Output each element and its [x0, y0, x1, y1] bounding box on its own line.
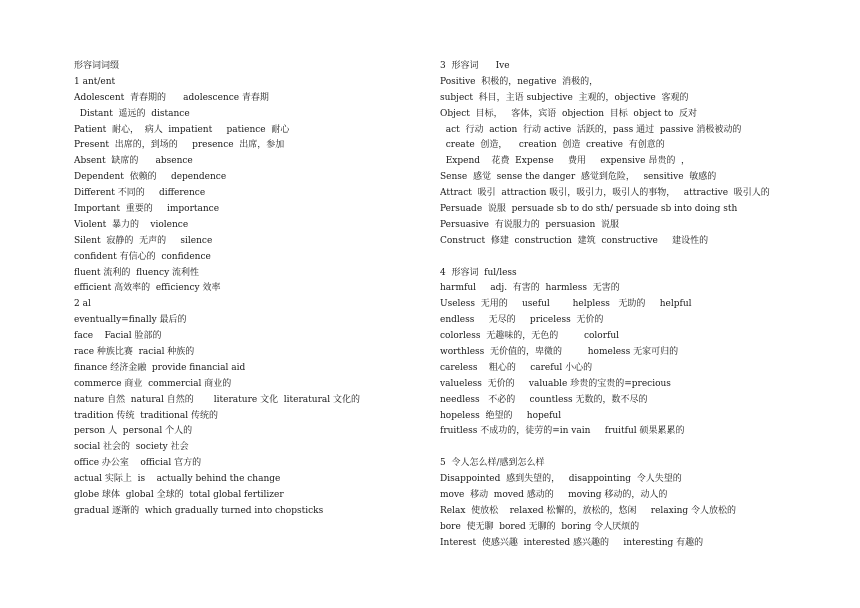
- left-column-line: Different 不同的 difference: [74, 188, 206, 199]
- right-column-line: Relax 使放松 relaxed 松懈的，放松的，悠闲 relaxing 令人放松的: [440, 505, 737, 516]
- right-column-line: move 移动 moved 感动的 moving 移动的，动人的: [440, 490, 668, 501]
- right-column-line: harmful adj. 有害的 harmless 无害的: [440, 283, 620, 294]
- right-column-line: colorless 无趣味的，无色的 colorful: [440, 331, 620, 342]
- left-column-line: gradual 逐渐的 which gradually turned into chopsticks: [74, 505, 324, 516]
- left-column-line: Absent 缺席的 absence: [74, 156, 193, 167]
- left-column-line: actual 实际上 is actually behind the change: [74, 474, 281, 485]
- left-column-line: finance 经济金融 provide financial aid: [74, 362, 246, 373]
- left-column-line: Distant 遥远的 distance: [74, 108, 190, 119]
- left-column-line: face Facial 脸部的: [74, 331, 162, 342]
- right-column-line: Sense 感觉 sense the danger 感觉到危险， sensitive 敏感的: [440, 172, 717, 183]
- right-column-line: needless 不必的 countless 无数的，数不尽的: [440, 394, 648, 405]
- left-column-line: confident 有信心的 confidence: [74, 251, 211, 262]
- left-column-line: Patient 耐心， 病人 impatient patience 耐心: [74, 124, 290, 135]
- right-column-line: 4 形容词 ful/less: [440, 267, 517, 278]
- left-column-line: tradition 传统 traditional 传统的: [74, 410, 218, 421]
- left-column: [74, 59, 446, 520]
- left-column-line: eventually=finally 最后的: [74, 315, 187, 326]
- left-column-line: Silent 寂静的 无声的 silence: [74, 235, 213, 246]
- right-column-line: endless 无尽的 priceless 无价的: [440, 315, 604, 326]
- right-column-line: Expend 花费 Expense 费用 expensive 昂贵的 ，: [440, 156, 691, 167]
- right-column-line: Attract 吸引 attraction 吸引，吸引力，吸引人的事物， attractive 吸引人的: [440, 188, 770, 199]
- right-column-line: [440, 440, 830, 456]
- left-column-line: nature 自然 natural 自然的 literature 文化 literatural 文化的: [74, 394, 360, 405]
- left-column-line: Important 重要的 importance: [74, 204, 220, 215]
- right-column-line: Disappointed 感到失望的， disappointing 令人失望的: [440, 474, 682, 485]
- left-column-line: 2 al: [74, 299, 91, 310]
- right-column-line: worthless 无价值的，卑微的 homeless 无家可归的: [440, 347, 679, 358]
- left-column-line: race 种族比赛 racial 种族的: [74, 347, 195, 358]
- right-column-line: fruitless 不成功的，徒劳的=in vain fruitful 硕果累累的: [440, 426, 685, 437]
- right-column-line: valueless 无价的 valuable 珍贵的宝贵的=precious: [440, 378, 671, 389]
- left-column-line: efficient 高效率的 efficiency 效率: [74, 283, 221, 294]
- right-column-line: Useless 无用的 useful helpless 无助的 helpful: [440, 299, 692, 310]
- left-column-line: social 社会的 society 社会: [74, 442, 189, 453]
- right-column-line: bore 使无聊 bored 无聊的 boring 令人厌烦的: [440, 521, 640, 532]
- left-column-line: person 人 personal 个人的: [74, 426, 193, 437]
- right-column-line: Object 目标， 客体，宾语 objection 目标 object to 反对: [440, 108, 698, 119]
- right-column-line: Persuasive 有说服力的 persuasion 说服: [440, 219, 620, 230]
- right-column-line: create 创造， creation 创造 creative 有创意的: [440, 140, 665, 151]
- left-column-line: Adolescent 青春期的 adolescence 青春期: [74, 92, 269, 103]
- left-column-line: Violent 暴力的 violence: [74, 219, 189, 230]
- right-column-line: careless 粗心的 careful 小心的: [440, 362, 593, 373]
- left-column-line: Dependent 依赖的 dependence: [74, 172, 227, 183]
- right-column-line: [440, 250, 830, 266]
- left-column-line: 形容词词缀: [74, 61, 120, 71]
- right-column: [440, 59, 830, 552]
- right-column-line: Interest 使感兴趣 interested 感兴趣的 interesting 有趣的: [440, 537, 704, 548]
- right-column-line: Persuade 说服 persuade sb to do sth/ persuade sb into doing sth: [440, 204, 738, 215]
- right-column-line: act 行动 action 行动 active 活跃的，pass 通过 passive 消极被动的: [440, 124, 742, 135]
- left-column-line: office 办公室 official 官方的: [74, 458, 202, 469]
- left-column-line: fluent 流利的 fluency 流利性: [74, 267, 200, 278]
- left-column-line: 1 ant/ent: [74, 76, 116, 87]
- right-column-line: subject 科目，主语 subjective 主观的，objective 客观的: [440, 92, 689, 103]
- left-column-line: commerce 商业 commercial 商业的: [74, 378, 232, 389]
- left-column-line: globe 球体 global 全球的 total global fertilizer: [74, 490, 284, 501]
- right-column-line: 3 形容词 Ive: [440, 61, 510, 71]
- right-column-line: Positive 积极的，negative 消极的，: [440, 76, 599, 87]
- left-column-line: Present 出席的，到场的 presence 出席，参加: [74, 140, 285, 151]
- right-column-line: 5 令人怎么样/感到怎么样: [440, 458, 545, 469]
- right-column-line: hopeless 绝望的 hopeful: [440, 410, 562, 421]
- right-column-line: Construct 修建 construction 建筑 constructive 建设性的: [440, 235, 709, 246]
